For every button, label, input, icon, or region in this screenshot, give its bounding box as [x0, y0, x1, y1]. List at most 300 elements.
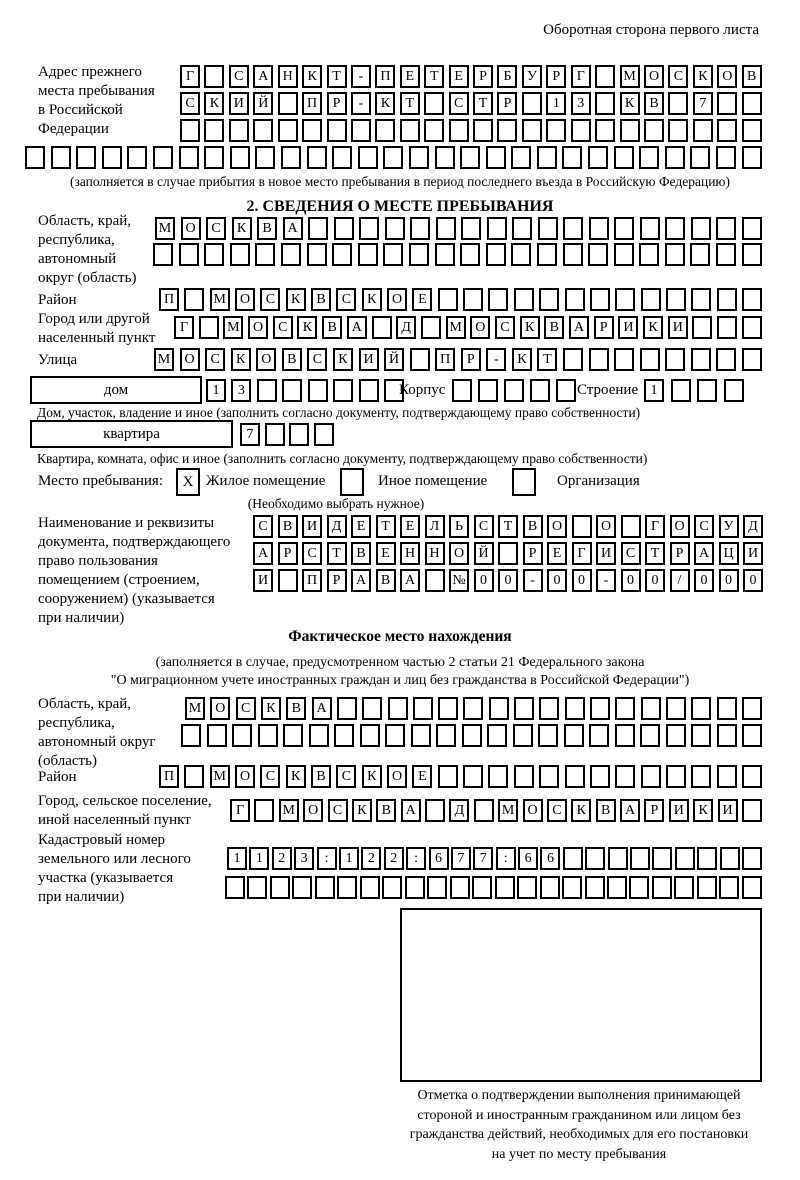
char-box[interactable] — [590, 765, 610, 788]
char-box[interactable]: Е — [400, 65, 420, 88]
char-box[interactable]: С — [273, 316, 293, 339]
char-box[interactable] — [452, 379, 472, 402]
char-box[interactable] — [720, 847, 740, 870]
char-box[interactable] — [504, 379, 524, 402]
char-box[interactable]: - — [596, 569, 616, 592]
char-box[interactable] — [514, 765, 534, 788]
char-box[interactable]: Р — [523, 542, 543, 565]
char-box[interactable] — [538, 724, 558, 747]
char-box[interactable] — [425, 799, 445, 822]
char-box[interactable]: С — [205, 348, 225, 371]
char-box[interactable]: А — [694, 542, 714, 565]
char-box[interactable]: М — [223, 316, 243, 339]
char-box[interactable]: С — [336, 765, 356, 788]
char-box[interactable] — [716, 348, 736, 371]
char-box[interactable] — [461, 217, 481, 240]
char-box[interactable] — [668, 92, 688, 115]
char-box[interactable]: И — [669, 799, 689, 822]
char-box[interactable] — [383, 146, 403, 169]
char-box[interactable] — [436, 724, 456, 747]
char-box[interactable] — [716, 217, 736, 240]
char-box[interactable]: О — [248, 316, 268, 339]
char-box[interactable] — [255, 146, 275, 169]
mesto-checkbox-org[interactable] — [512, 468, 536, 496]
char-box[interactable] — [278, 92, 298, 115]
char-box[interactable] — [179, 243, 199, 266]
char-box[interactable] — [204, 119, 224, 142]
char-box[interactable]: Д — [396, 316, 416, 339]
char-box[interactable]: В — [257, 217, 277, 240]
char-box[interactable] — [358, 146, 378, 169]
char-box[interactable]: В — [544, 316, 564, 339]
char-box[interactable] — [332, 243, 352, 266]
char-box[interactable]: 0 — [572, 569, 592, 592]
char-box[interactable] — [474, 799, 494, 822]
char-box[interactable] — [719, 876, 739, 899]
char-box[interactable]: В — [278, 515, 298, 538]
char-box[interactable] — [388, 697, 408, 720]
char-box[interactable] — [289, 423, 309, 446]
char-box[interactable] — [498, 542, 518, 565]
char-box[interactable]: О — [210, 697, 230, 720]
char-box[interactable]: П — [159, 765, 179, 788]
char-box[interactable] — [204, 146, 224, 169]
char-box[interactable] — [478, 379, 498, 402]
char-box[interactable] — [615, 697, 635, 720]
mesto-checkbox-inoe[interactable] — [340, 468, 364, 496]
char-box[interactable]: Д — [743, 515, 763, 538]
char-box[interactable] — [717, 697, 737, 720]
char-box[interactable]: - — [523, 569, 543, 592]
char-box[interactable] — [615, 724, 635, 747]
char-box[interactable]: О — [470, 316, 490, 339]
char-box[interactable]: У — [719, 515, 739, 538]
char-box[interactable] — [383, 243, 403, 266]
char-box[interactable] — [537, 146, 557, 169]
char-box[interactable] — [588, 243, 608, 266]
char-box[interactable]: Р — [473, 65, 493, 88]
char-box[interactable] — [665, 243, 685, 266]
char-box[interactable]: С — [668, 65, 688, 88]
char-box[interactable] — [565, 697, 585, 720]
char-box[interactable]: 3 — [571, 92, 591, 115]
char-box[interactable]: О — [449, 542, 469, 565]
char-box[interactable]: М — [185, 697, 205, 720]
char-box[interactable]: О — [181, 217, 201, 240]
char-box[interactable]: 0 — [621, 569, 641, 592]
char-box[interactable]: 2 — [272, 847, 292, 870]
char-box[interactable] — [487, 724, 507, 747]
char-box[interactable]: 2 — [361, 847, 381, 870]
char-box[interactable]: К — [693, 65, 713, 88]
char-box[interactable]: К — [693, 799, 713, 822]
char-box[interactable] — [540, 876, 560, 899]
char-box[interactable]: Е — [412, 765, 432, 788]
char-box[interactable] — [512, 217, 532, 240]
char-box[interactable] — [333, 379, 353, 402]
char-box[interactable] — [571, 119, 591, 142]
char-box[interactable] — [421, 316, 441, 339]
char-box[interactable]: О — [235, 765, 255, 788]
char-box[interactable]: Е — [400, 515, 420, 538]
char-box[interactable] — [640, 348, 660, 371]
char-box[interactable] — [359, 379, 379, 402]
char-box[interactable] — [463, 697, 483, 720]
char-box[interactable] — [615, 288, 635, 311]
char-box[interactable]: 7 — [451, 847, 471, 870]
char-box[interactable]: А — [347, 316, 367, 339]
char-box[interactable]: К — [231, 348, 251, 371]
char-box[interactable]: Р — [546, 65, 566, 88]
char-box[interactable]: Р — [644, 799, 664, 822]
char-box[interactable]: М — [154, 348, 174, 371]
char-box[interactable] — [199, 316, 219, 339]
char-box[interactable]: С — [253, 515, 273, 538]
char-box[interactable] — [697, 876, 717, 899]
char-box[interactable] — [717, 119, 737, 142]
char-box[interactable] — [716, 146, 736, 169]
char-box[interactable]: И — [229, 92, 249, 115]
char-box[interactable]: К — [643, 316, 663, 339]
char-box[interactable] — [450, 876, 470, 899]
char-box[interactable] — [665, 348, 685, 371]
char-box[interactable]: 0 — [547, 569, 567, 592]
char-box[interactable]: 7 — [240, 423, 260, 446]
char-box[interactable] — [308, 217, 328, 240]
char-box[interactable] — [25, 146, 45, 169]
char-box[interactable]: В — [523, 515, 543, 538]
char-box[interactable] — [514, 697, 534, 720]
char-box[interactable]: К — [286, 765, 306, 788]
char-box[interactable]: И — [618, 316, 638, 339]
char-box[interactable] — [473, 119, 493, 142]
char-box[interactable]: В — [311, 288, 331, 311]
char-box[interactable]: М — [620, 65, 640, 88]
char-box[interactable] — [413, 697, 433, 720]
char-box[interactable]: Т — [400, 92, 420, 115]
char-box[interactable] — [281, 243, 301, 266]
char-box[interactable] — [337, 697, 357, 720]
char-box[interactable] — [382, 876, 402, 899]
char-box[interactable]: С — [336, 288, 356, 311]
char-box[interactable] — [589, 217, 609, 240]
char-box[interactable] — [409, 243, 429, 266]
char-box[interactable] — [563, 217, 583, 240]
char-box[interactable] — [204, 243, 224, 266]
char-box[interactable] — [460, 146, 480, 169]
char-box[interactable] — [302, 119, 322, 142]
char-box[interactable]: А — [401, 799, 421, 822]
char-box[interactable] — [546, 119, 566, 142]
char-box[interactable] — [639, 243, 659, 266]
char-box[interactable] — [608, 847, 628, 870]
char-box[interactable]: О — [256, 348, 276, 371]
char-box[interactable] — [629, 876, 649, 899]
char-box[interactable] — [488, 765, 508, 788]
char-box[interactable] — [424, 119, 444, 142]
char-box[interactable]: О — [180, 348, 200, 371]
char-box[interactable] — [207, 724, 227, 747]
char-box[interactable]: Г — [571, 65, 591, 88]
char-box[interactable] — [153, 243, 173, 266]
char-box[interactable] — [675, 847, 695, 870]
char-box[interactable] — [717, 288, 737, 311]
char-box[interactable] — [410, 217, 430, 240]
char-box[interactable]: Й — [384, 348, 404, 371]
char-box[interactable] — [562, 876, 582, 899]
char-box[interactable]: П — [435, 348, 455, 371]
char-box[interactable] — [691, 217, 711, 240]
char-box[interactable] — [411, 724, 431, 747]
char-box[interactable]: Т — [537, 348, 557, 371]
char-box[interactable]: В — [322, 316, 342, 339]
char-box[interactable] — [530, 379, 550, 402]
char-box[interactable]: Л — [425, 515, 445, 538]
char-box[interactable]: В — [376, 569, 396, 592]
char-box[interactable] — [270, 876, 290, 899]
char-box[interactable]: Е — [547, 542, 567, 565]
char-box[interactable]: : — [317, 847, 337, 870]
char-box[interactable] — [51, 146, 71, 169]
char-box[interactable]: А — [351, 569, 371, 592]
mesto-checkbox-zhiloe[interactable]: X — [176, 468, 200, 496]
char-box[interactable] — [639, 146, 659, 169]
char-box[interactable] — [614, 243, 634, 266]
char-box[interactable] — [255, 243, 275, 266]
char-box[interactable] — [537, 243, 557, 266]
char-box[interactable]: А — [569, 316, 589, 339]
char-box[interactable] — [332, 146, 352, 169]
char-box[interactable] — [538, 217, 558, 240]
char-box[interactable] — [742, 316, 762, 339]
char-box[interactable] — [671, 379, 691, 402]
char-box[interactable]: К — [286, 288, 306, 311]
char-box[interactable] — [716, 243, 736, 266]
char-box[interactable] — [742, 847, 762, 870]
char-box[interactable]: С — [694, 515, 714, 538]
char-box[interactable]: И — [253, 569, 273, 592]
char-box[interactable] — [691, 765, 711, 788]
char-box[interactable] — [278, 569, 298, 592]
char-box[interactable]: 1 — [249, 847, 269, 870]
char-box[interactable]: 7 — [693, 92, 713, 115]
char-box[interactable]: С — [260, 765, 280, 788]
char-box[interactable]: Т — [424, 65, 444, 88]
char-box[interactable]: 0 — [719, 569, 739, 592]
char-box[interactable]: С — [302, 542, 322, 565]
char-box[interactable]: О — [596, 515, 616, 538]
char-box[interactable] — [385, 217, 405, 240]
char-box[interactable]: О — [387, 765, 407, 788]
char-box[interactable] — [360, 724, 380, 747]
char-box[interactable]: 1 — [206, 379, 226, 402]
char-box[interactable] — [472, 876, 492, 899]
char-box[interactable] — [668, 119, 688, 142]
char-box[interactable] — [742, 217, 762, 240]
char-box[interactable] — [486, 243, 506, 266]
char-box[interactable] — [692, 316, 712, 339]
char-box[interactable] — [463, 765, 483, 788]
char-box[interactable]: С — [621, 542, 641, 565]
char-box[interactable]: : — [406, 847, 426, 870]
char-box[interactable]: В — [596, 799, 616, 822]
char-box[interactable] — [640, 724, 660, 747]
char-box[interactable]: В — [376, 799, 396, 822]
char-box[interactable] — [436, 217, 456, 240]
char-box[interactable]: О — [303, 799, 323, 822]
char-box[interactable] — [742, 799, 762, 822]
char-box[interactable]: Г — [180, 65, 200, 88]
char-box[interactable] — [691, 697, 711, 720]
char-box[interactable] — [717, 724, 737, 747]
char-box[interactable]: А — [312, 697, 332, 720]
char-box[interactable] — [230, 243, 250, 266]
char-box[interactable] — [487, 217, 507, 240]
char-box[interactable]: Р — [461, 348, 481, 371]
char-box[interactable]: М — [279, 799, 299, 822]
char-box[interactable]: С — [206, 217, 226, 240]
char-box[interactable]: - — [486, 348, 506, 371]
char-box[interactable]: К — [362, 288, 382, 311]
char-box[interactable]: 1 — [339, 847, 359, 870]
char-box[interactable]: 6 — [429, 847, 449, 870]
char-box[interactable] — [360, 876, 380, 899]
char-box[interactable]: И — [302, 515, 322, 538]
char-box[interactable] — [614, 217, 634, 240]
char-box[interactable]: С — [328, 799, 348, 822]
char-box[interactable] — [314, 423, 334, 446]
char-box[interactable]: Г — [230, 799, 250, 822]
char-box[interactable]: Н — [400, 542, 420, 565]
char-box[interactable]: Й — [474, 542, 494, 565]
char-box[interactable]: Р — [327, 569, 347, 592]
char-box[interactable] — [409, 146, 429, 169]
char-box[interactable] — [307, 146, 327, 169]
char-box[interactable]: - — [351, 65, 371, 88]
char-box[interactable]: 6 — [540, 847, 560, 870]
char-box[interactable]: С — [474, 515, 494, 538]
char-box[interactable] — [438, 765, 458, 788]
char-box[interactable] — [513, 724, 533, 747]
char-box[interactable] — [742, 876, 762, 899]
char-box[interactable] — [265, 423, 285, 446]
char-box[interactable] — [372, 316, 392, 339]
char-box[interactable] — [229, 119, 249, 142]
char-box[interactable]: И — [668, 316, 688, 339]
char-box[interactable]: К — [232, 217, 252, 240]
char-box[interactable]: А — [283, 217, 303, 240]
char-box[interactable] — [435, 243, 455, 266]
char-box[interactable]: В — [286, 697, 306, 720]
char-box[interactable] — [589, 348, 609, 371]
char-box[interactable]: С — [260, 288, 280, 311]
char-box[interactable]: Б — [497, 65, 517, 88]
char-box[interactable]: Т — [473, 92, 493, 115]
char-box[interactable]: 0 — [498, 569, 518, 592]
char-box[interactable] — [362, 697, 382, 720]
char-box[interactable]: Г — [572, 542, 592, 565]
char-box[interactable]: / — [670, 569, 690, 592]
char-box[interactable]: П — [159, 288, 179, 311]
char-box[interactable] — [644, 119, 664, 142]
char-box[interactable] — [315, 876, 335, 899]
char-box[interactable]: 1 — [227, 847, 247, 870]
char-box[interactable] — [462, 724, 482, 747]
char-box[interactable] — [385, 724, 405, 747]
char-box[interactable] — [652, 847, 672, 870]
char-box[interactable] — [641, 288, 661, 311]
char-box[interactable] — [204, 65, 224, 88]
char-box[interactable] — [564, 724, 584, 747]
char-box[interactable] — [563, 243, 583, 266]
char-box[interactable] — [539, 697, 559, 720]
char-box[interactable] — [563, 348, 583, 371]
char-box[interactable] — [539, 765, 559, 788]
char-box[interactable]: К — [352, 799, 372, 822]
char-box[interactable] — [717, 316, 737, 339]
char-box[interactable] — [258, 724, 278, 747]
char-box[interactable] — [615, 765, 635, 788]
char-box[interactable]: В — [311, 765, 331, 788]
char-box[interactable]: К — [375, 92, 395, 115]
char-box[interactable] — [742, 765, 762, 788]
char-box[interactable] — [589, 724, 609, 747]
char-box[interactable] — [184, 765, 204, 788]
char-box[interactable] — [665, 146, 685, 169]
char-box[interactable]: Е — [351, 515, 371, 538]
char-box[interactable] — [247, 876, 267, 899]
char-box[interactable]: Р — [594, 316, 614, 339]
char-box[interactable]: О — [523, 799, 543, 822]
char-box[interactable] — [495, 876, 515, 899]
char-box[interactable] — [697, 847, 717, 870]
char-box[interactable] — [358, 243, 378, 266]
char-box[interactable]: С — [180, 92, 200, 115]
char-box[interactable]: К — [571, 799, 591, 822]
char-box[interactable] — [585, 847, 605, 870]
char-box[interactable] — [283, 724, 303, 747]
char-box[interactable] — [742, 724, 762, 747]
char-box[interactable] — [742, 288, 762, 311]
char-box[interactable] — [565, 288, 585, 311]
char-box[interactable]: Е — [449, 65, 469, 88]
char-box[interactable] — [691, 288, 711, 311]
char-box[interactable]: М — [210, 765, 230, 788]
char-box[interactable] — [489, 697, 509, 720]
char-box[interactable]: Ц — [719, 542, 739, 565]
char-box[interactable] — [614, 146, 634, 169]
char-box[interactable] — [674, 876, 694, 899]
char-box[interactable]: И — [596, 542, 616, 565]
char-box[interactable] — [595, 92, 615, 115]
char-box[interactable] — [257, 379, 277, 402]
char-box[interactable] — [691, 724, 711, 747]
char-box[interactable] — [102, 146, 122, 169]
char-box[interactable]: 0 — [743, 569, 763, 592]
char-box[interactable] — [180, 119, 200, 142]
char-box[interactable] — [742, 119, 762, 142]
char-box[interactable]: К — [620, 92, 640, 115]
char-box[interactable]: С — [307, 348, 327, 371]
char-box[interactable]: Д — [449, 799, 469, 822]
char-box[interactable]: О — [547, 515, 567, 538]
char-box[interactable] — [590, 288, 610, 311]
char-box[interactable] — [590, 697, 610, 720]
char-box[interactable]: : — [496, 847, 516, 870]
char-box[interactable]: 0 — [694, 569, 714, 592]
char-box[interactable] — [666, 765, 686, 788]
char-box[interactable] — [630, 847, 650, 870]
